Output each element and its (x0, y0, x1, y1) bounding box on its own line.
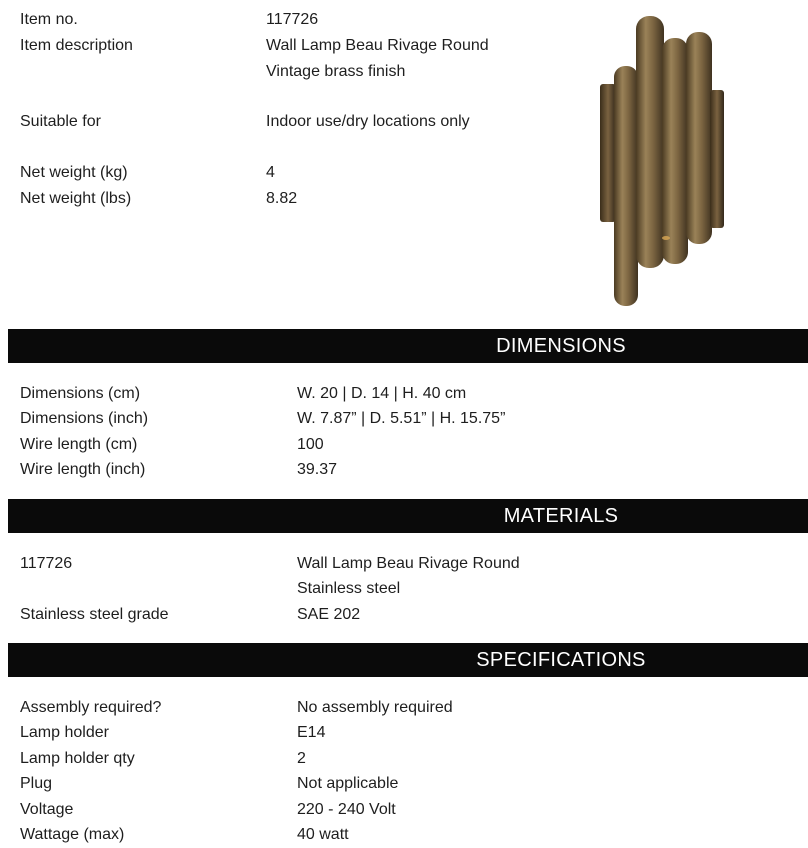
net-weight-kg-value: 4 (266, 164, 275, 181)
suitable-for-label: Suitable for (20, 113, 101, 130)
materials-item-label: 117726 (20, 555, 73, 572)
product-image-wall-lamp (596, 12, 728, 310)
spec-row-label: Wattage (max) (20, 826, 125, 843)
lamp-tube (710, 90, 724, 228)
spec-row-label: Assembly required? (20, 699, 162, 716)
spec-row-label: Voltage (20, 801, 74, 818)
spec-row-value: Not applicable (297, 775, 399, 792)
dimensions-row-label: Dimensions (inch) (20, 410, 149, 427)
dimensions-header (8, 329, 808, 363)
lamp-tube (686, 32, 712, 244)
item-no-value: 117726 (266, 11, 319, 28)
materials-header (8, 499, 808, 533)
lamp-glow (662, 236, 670, 240)
spec-row-value: 2 (297, 750, 306, 767)
dimensions-row-value: 39.37 (297, 461, 338, 478)
dimensions-heading: DIMENSIONS (496, 335, 626, 357)
dimensions-row-label: Dimensions (cm) (20, 385, 141, 402)
spec-row-label: Lamp holder qty (20, 750, 135, 767)
spec-row-value: 220 - 240 Volt (297, 801, 396, 818)
materials-heading: MATERIALS (503, 505, 619, 527)
spec-row-label: Plug (20, 775, 53, 792)
spec-row-value: No assembly required (297, 699, 453, 716)
lamp-tube (600, 84, 616, 222)
spec-row-value: E14 (297, 724, 326, 741)
specifications-header (8, 643, 808, 677)
lamp-tube (614, 66, 638, 306)
dimensions-row-value: 100 (297, 436, 324, 453)
dimensions-row-label: Wire length (inch) (20, 461, 146, 478)
lamp-tube (636, 16, 664, 268)
materials-item-line1: Wall Lamp Beau Rivage Round (297, 555, 520, 572)
steel-grade-label: Stainless steel grade (20, 606, 169, 623)
steel-grade-value: SAE 202 (297, 606, 361, 623)
item-description-label: Item description (20, 37, 133, 54)
item-description-line2: Vintage brass finish (266, 63, 406, 80)
net-weight-lbs-label: Net weight (lbs) (20, 190, 132, 207)
dimensions-row-value: W. 20 | D. 14 | H. 40 cm (297, 385, 467, 402)
dimensions-row-value: W. 7.87” | D. 5.51” | H. 15.75” (297, 410, 506, 427)
spec-row-value: 40 watt (297, 826, 349, 843)
dimensions-row-label: Wire length (cm) (20, 436, 138, 453)
item-description-line1: Wall Lamp Beau Rivage Round (266, 37, 489, 54)
specifications-heading: SPECIFICATIONS (476, 649, 646, 671)
net-weight-lbs-value: 8.82 (266, 190, 298, 207)
suitable-for-value: Indoor use/dry locations only (266, 113, 470, 130)
lamp-tube (662, 38, 688, 264)
net-weight-kg-label: Net weight (kg) (20, 164, 128, 181)
item-no-label: Item no. (20, 11, 78, 28)
spec-row-label: Lamp holder (20, 724, 109, 741)
materials-item-line2: Stainless steel (297, 580, 401, 597)
